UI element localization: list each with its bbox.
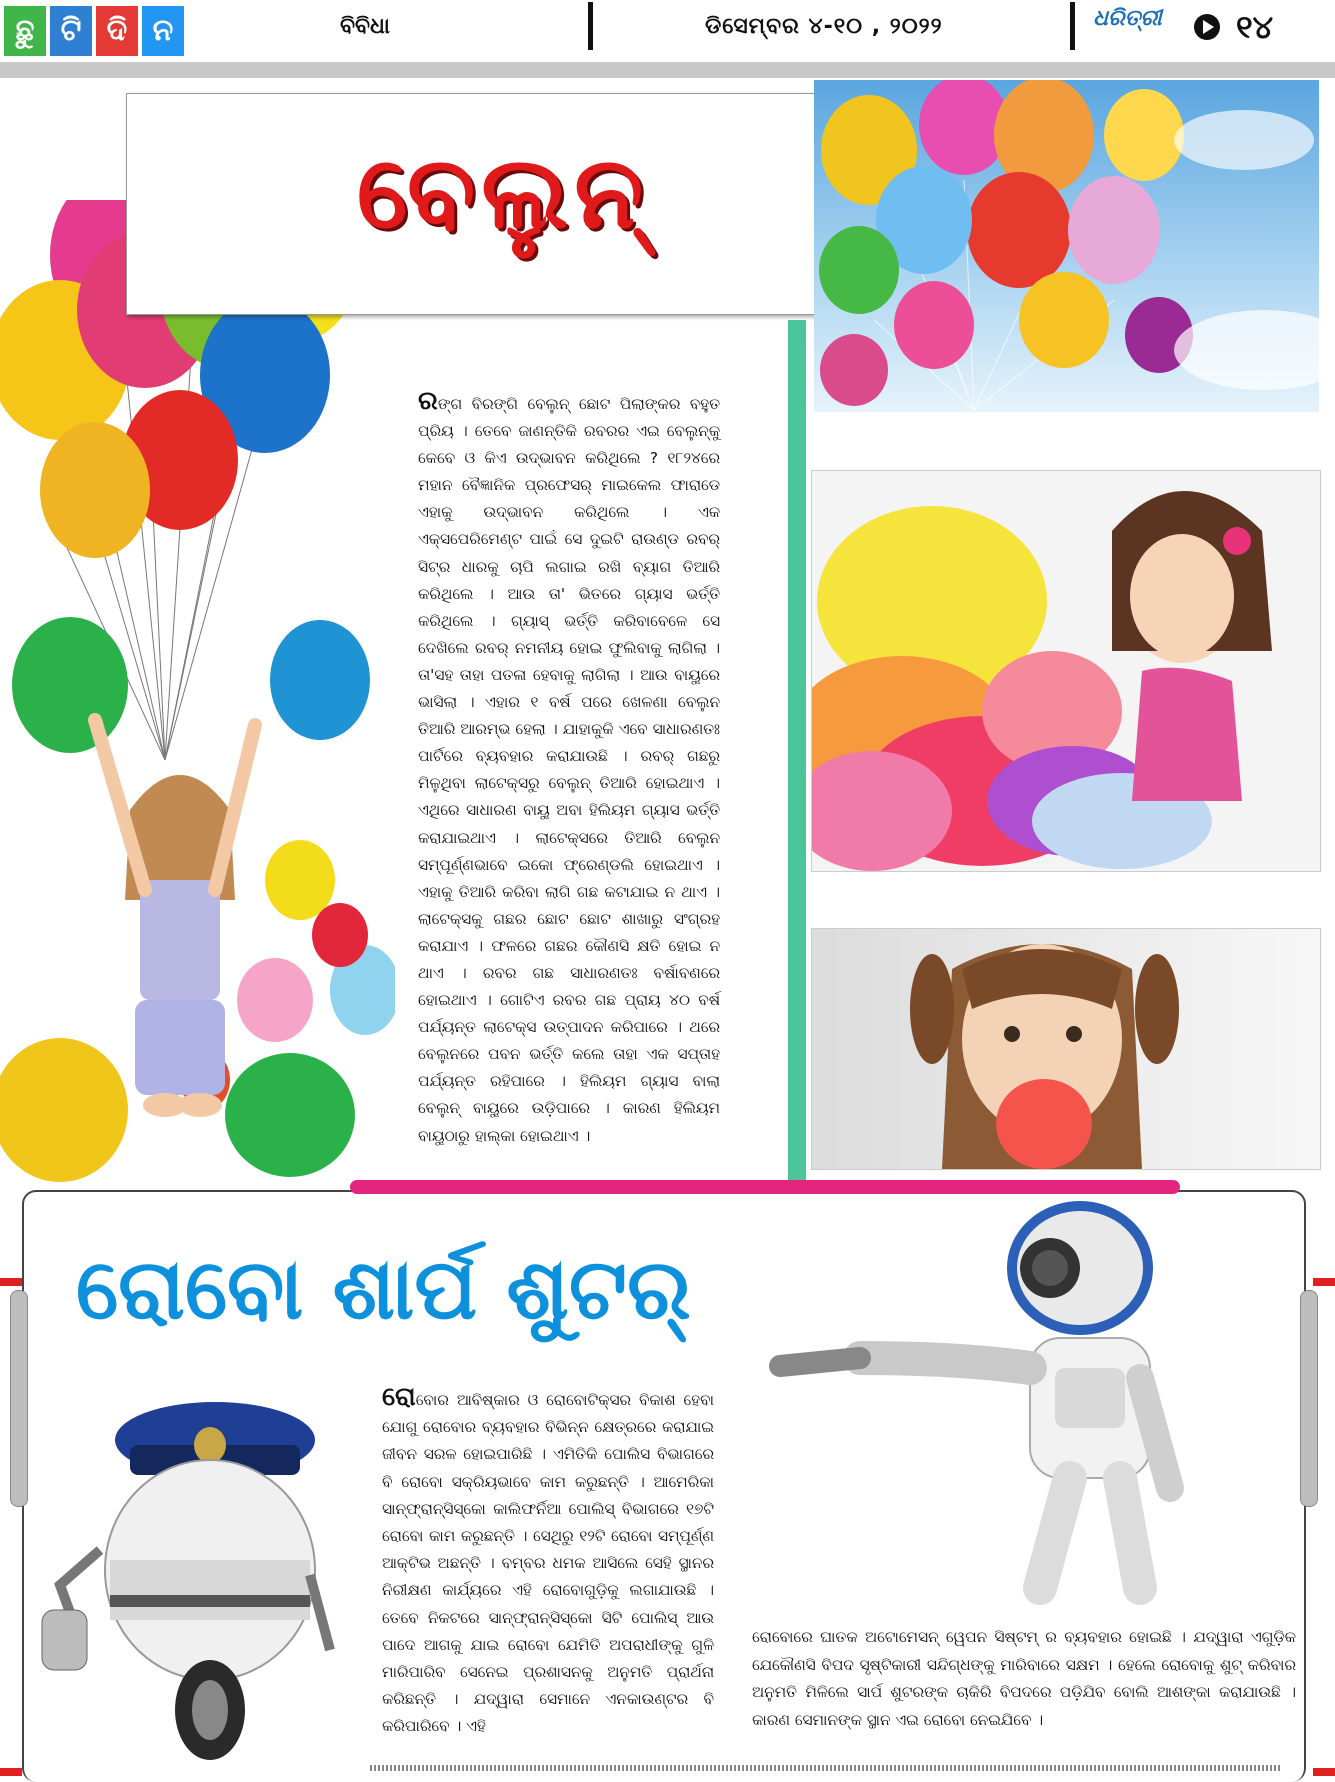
- balloon: [0, 1038, 128, 1182]
- balloon: [312, 903, 368, 967]
- masthead-letter: ନ: [142, 6, 184, 56]
- photo-humanoid-robot: [740, 1198, 1285, 1618]
- balloon: [225, 1053, 355, 1177]
- balloon: [12, 617, 128, 753]
- balloon: [40, 422, 150, 558]
- photo-girl-balloons: [0, 200, 395, 1190]
- balloon: [265, 840, 335, 920]
- masthead-letter: ଦି: [96, 6, 138, 56]
- header-band: [0, 62, 1335, 78]
- decorative-cylinder: [10, 1290, 28, 1507]
- decorative-dash: [0, 1768, 22, 1776]
- masthead-letter: ଟି: [50, 6, 92, 56]
- robo-article-text: ବୋର ଆବିଷ୍କାର ଓ ରୋବୋଟିକ୍ସର ବିକାଶ ହେବା ଯୋଗୁ ରୋବୋର ବ୍ୟବହାର ବିଭିନ୍ନ କ୍ଷେତ୍ରରେ କରାଯାଇ ଜୀବନ ସରଳ ହୋଇପାରିଛି । ଏମିତିକି ପୋଲିସ ବିଭାଗରେ ବି ରୋବୋ ସକ୍ରିୟଭାବେ କାମ କରୁଛନ୍ତି । ଆମେରିକା ସାନ୍‌ଫ୍ରାନ୍‌ସିସ୍କୋ କାଲିଫର୍ନିଆ ପୋଲିସ୍ ବିଭାଗରେ ୧୭ଟି ରୋବୋ କାମ କରୁଛନ୍ତି । ସେଥିରୁ ୧୨ଟି ରୋବୋ ସମ୍ପୂର୍ଣ୍ଣ ଆକ୍ଟିଭ ଅଛନ୍ତି । ବମ୍ବର ଧମକ ଆସିଲେ ସେହି ସ୍ଥାନର ନିରୀକ୍ଷଣ କାର୍ଯ୍ୟରେ ଏହି ରୋବୋଗୁଡ଼ିକୁ ଲଗାଯାଉଛି । ତେବେ ନିକଟରେ ସାନ୍‌ଫ୍ରାନ୍‌ସିସ୍କୋ ସିଟି ପୋଲିସ୍ ଆଉ ପାଦେ ଆଗକୁ ଯାଇ ରୋବୋ ଯେମିତି ଅପରାଧୀଙ୍କୁ ଗୁଳି ମାରିପାରିବ ସେନେଇ ପ୍ରଶାସନକୁ ଅନୁମତି ପ୍ରାର୍ଥନା କରିଛନ୍ତି । ଯଦ୍ୱାରା ସେମାନେ ଏନକାଉଣ୍ଟର ବି କରିପାରିବେ । ଏହି: [382, 1391, 714, 1736]
- brand-logo: ଧରିତ୍ରୀ: [1093, 6, 1162, 31]
- article-title: ବେଲୁନ୍: [356, 134, 650, 251]
- photo-police-robot: [40, 1390, 340, 1770]
- decorative-dash: [1313, 1278, 1335, 1286]
- decorative-dash: [0, 1278, 22, 1286]
- title-box: [126, 93, 880, 315]
- article-body: [418, 388, 720, 1150]
- issue-date: ଡିସେମ୍ବର ୪-୧୦ , ୨୦୨୨: [705, 14, 943, 39]
- drop-cap: ର: [418, 386, 438, 416]
- decorative-cylinder: [1300, 1290, 1318, 1507]
- balloon: [270, 620, 370, 740]
- bottom-rule: [370, 1765, 1280, 1771]
- masthead-letter: ଛୁ: [4, 6, 46, 56]
- decorative-strip: [788, 320, 806, 1180]
- play-icon: [1194, 14, 1220, 40]
- robo-caption: ରୋବୋରେ ଘାତକ ଅଟୋମେସନ୍ ୱେପନ ସିଷ୍ଟମ୍ ର ବ୍ୟବହାର ହୋଇଛି । ଯଦ୍ୱାରା ଏଗୁଡ଼ିକ ଯେକୌଣସି ବିପଦ ସୃଷ୍ଟିକାରୀ ସନ୍ଦିଗ୍ଧଙ୍କୁ ମାରିବାରେ ସକ୍ଷମ । ହେଲେ ରୋବୋକୁ ଶୁଟ୍ କରିବାର ଅନୁମତି ମିଳିଲେ ସାର୍ପ ଶୁଟରଙ୍କ ଚାକିରି ବିପଦରେ ପଡ଼ିଯିବ ବୋଲି ଆଶଙ୍କା କରାଯାଉଛି । କାରଣ ସେମାନଙ୍କ ସ୍ଥାନ ଏଇ ରୋବୋ ନେଇଯିବେ ।: [752, 1628, 1296, 1729]
- robo-article-body: [382, 1384, 714, 1741]
- photo-girl-blowing-balloon: [811, 928, 1321, 1170]
- header-divider: [588, 2, 593, 50]
- drop-cap: ରୋ: [382, 1382, 416, 1412]
- girl-figure: [95, 720, 255, 1117]
- photo-girl-with-balloons: [811, 470, 1321, 872]
- page-header: [0, 0, 1335, 62]
- balloon: [237, 958, 313, 1042]
- decorative-dash: [1313, 1768, 1335, 1776]
- photo-balloon-bunch: [814, 80, 1319, 412]
- section-name: ବିବିଧା: [340, 14, 390, 39]
- robo-article-title: ରୋବୋ ଶାର୍ପ ଶୁଟର୍: [76, 1240, 691, 1338]
- section-divider-bar: [350, 1180, 1180, 1194]
- header-divider: [1070, 2, 1075, 50]
- page-number: ୧୪: [1236, 8, 1274, 46]
- article-text: ଙ୍ଗ ବିରଙ୍ଗି ବେଲୁନ୍ ଛୋଟ ପିଲାଙ୍କର ବହୁତ ପ୍ରିୟ । ତେବେ ଜାଣନ୍ତିକି ରବରର ଏଇ ବେଲୁନ୍‌କୁ କେବେ ଓ କିଏ ଉଦ୍ଭାବନ କରିଥିଲେ ? ୧୮୨୪ରେ ମହାନ ବୈଜ୍ଞାନିକ ପ୍ରଫେସର୍ ମାଇକେଲ ଫାରାଡେ ଏହାକୁ ଉଦ୍ଭାବନ କରିଥିଲେ । ଏକ ଏକ୍ସପେରିମେଣ୍ଟ ପାଇଁ ସେ ଦୁଇଟି ରାଉଣ୍ଡ ରବର୍ ସିଟ୍‌ର ଧାରକୁ ଚାପି ଲଗାଇ ରଖି ବ୍ୟାଗ ତିଆରି କରିଥିଲେ । ଆଉ ତା' ଭିତରେ ଗ୍ୟାସ ଭର୍ତ୍ତି କରିଥିଲେ । ଗ୍ୟାସ୍ ଭର୍ତ୍ତି କରିବାବେଳେ ସେ ଦେଖିଲେ ରବର୍ ନମନୀୟ ହୋଇ ଫୁଲିବାକୁ ଲାଗିଲା । ତା'ସହ ତାହା ପତଳା ହେବାକୁ ଲାଗିଲା । ଆଉ ବାୟୁରେ ଭାସିଲା । ଏହାର ୧ ବର୍ଷ ପରେ ଖେଳଣା ବେଲୁନ ତିଆରି ଆରମ୍ଭ ହେଲା । ଯାହାକୁକି ଏବେ ସାଧାରଣତଃ ପାର୍ଟିରେ ବ୍ୟବହାର କରାଯାଉଛି । ରବର୍ ଗଛରୁ ମିଳୁଥିବା ଲାଟେକ୍ସରୁ ବେଲୁନ୍ ତିଆରି ହୋଇଥାଏ । ଏଥିରେ ସାଧାରଣ ବାୟୁ ଅବା ହିଲିୟମ ଗ୍ୟାସ ଭର୍ତ୍ତି କରାଯାଇଥାଏ । ଲାଟେକ୍ସରେ ତିଆରି ବେଲୁନ ସମ୍ପୂର୍ଣ୍ଣଭାବେ ଇକୋ ଫ୍ରେଣ୍ଡଲି ହୋଇଥାଏ । ଏହାକୁ ତିଆରି କରିବା ଲାଗି ଗଛ କଟାଯାଇ ନ ଥାଏ । ଲାଟେକ୍ସକୁ ଗଛର ଛୋଟ ଛୋଟ ଶାଖାରୁ ସଂଗ୍ରହ କରାଯାଏ । ଫଳରେ ଗଛର କୌଣସି କ୍ଷତି ହୋଇ ନ ଥାଏ । ରବର ଗଛ ସାଧାରଣତଃ ବର୍ଷାବଣରେ ହୋଇଥାଏ । ଗୋଟିଏ ରବର ଗଛ ପ୍ରାୟ ୪୦ ବର୍ଷ ପର୍ଯ୍ୟନ୍ତ ଲାଟେକ୍ସ ଉତ୍ପାଦନ କରିପାରେ । ଥରେ ବେଲୁନରେ ପବନ ଭର୍ତ୍ତି କଲେ ତାହା ଏକ ସପ୍ତାହ ପର୍ଯ୍ୟନ୍ତ ରହିପାରେ । ହିଲିୟମ ଗ୍ୟାସ ବାଲା ବେଲୁନ୍ ବାୟୁରେ ଉଡ଼ିପାରେ । କାରଣ ହିଲିୟମ ବାୟୁଠାରୁ ହାଲ୍କା ହୋଇଥାଏ ।: [418, 395, 720, 1145]
